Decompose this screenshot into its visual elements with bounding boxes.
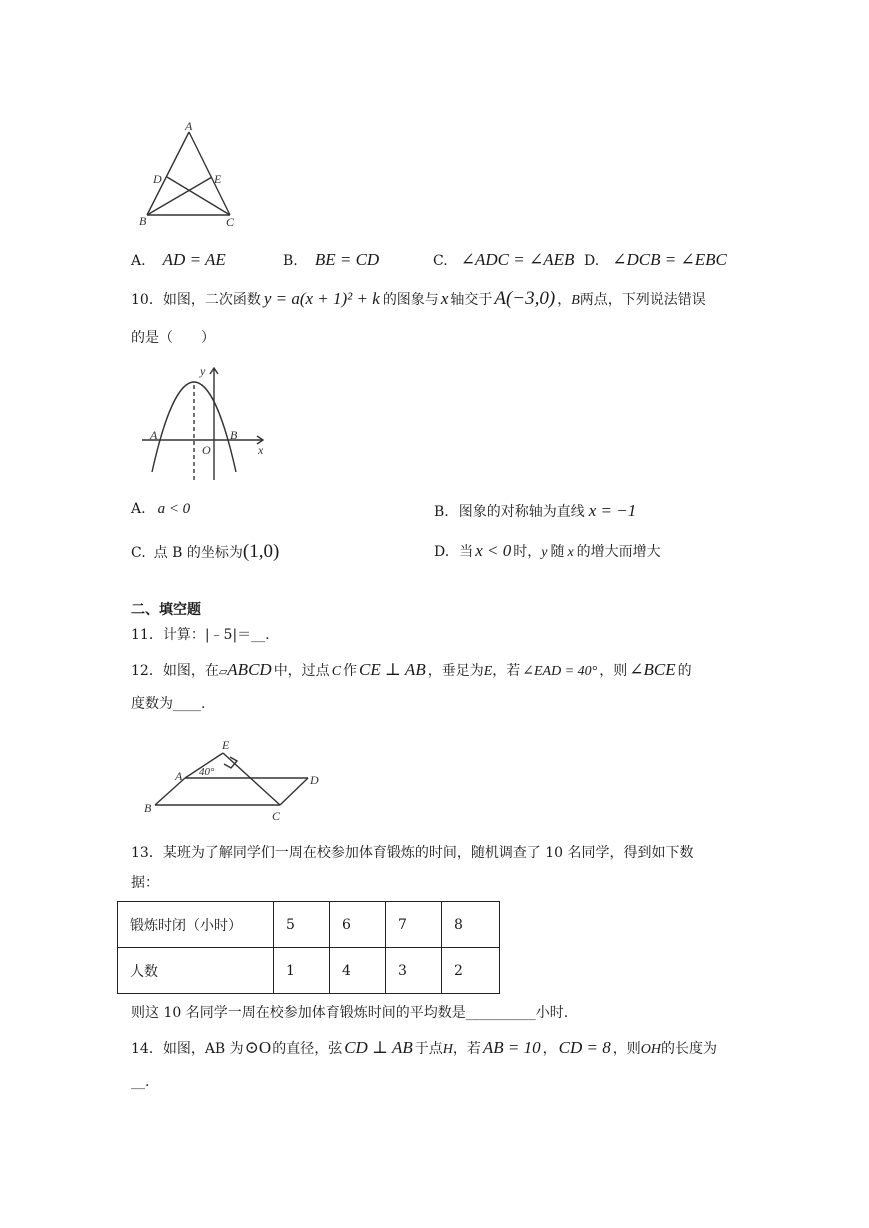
q10-option-b: B. 图象的对称轴为直线 x = −1 xyxy=(434,501,637,520)
q12-line1: 12．如图，在▱ABCD 中，过点 C 作 CE ⊥ AB ，垂足为E，若 ∠EAD = 40° ，则 ∠BCE 的 xyxy=(131,660,692,679)
q14-line2: __. xyxy=(131,1074,150,1090)
q11: 11．计算：|﹣5|＝__. xyxy=(131,627,270,643)
para-label-d: D xyxy=(310,773,319,787)
exercise-table xyxy=(117,901,500,994)
table-row xyxy=(118,902,500,948)
table-cell: 4 xyxy=(330,948,386,994)
label-a: A xyxy=(185,119,193,133)
table-cell: 5 xyxy=(274,902,330,948)
para-angle-label: 40° xyxy=(199,766,215,778)
graph-label-o: O xyxy=(202,443,211,457)
parabola-graph xyxy=(138,360,273,485)
q14-line1: 14．如图，AB 为⊙O的直径，弦 CD ⊥ AB 于点H，若 AB = 10 ， CD = 8 ，则OH的长度为 xyxy=(131,1038,717,1057)
triangle-figure xyxy=(130,118,245,233)
label-b: B xyxy=(139,214,147,228)
q9-option-b: B. BE = CD xyxy=(283,250,380,269)
q10-option-a: A. a < 0 xyxy=(131,501,191,517)
q12-line2: 度数为____. xyxy=(131,696,206,712)
table-cell: 8 xyxy=(442,902,500,948)
q9-option-c: C. ∠ADC = ∠AEB xyxy=(433,250,575,269)
q10-option-c: C. 点 B 的坐标为(1,0) xyxy=(131,541,280,562)
table-cell: 7 xyxy=(386,902,442,948)
table-cell: 人数 xyxy=(118,948,274,994)
q13-line1: 13．某班为了解同学们一周在校参加体育锻炼的时间，随机调查了 10 名同学，得到如下数 xyxy=(131,845,694,861)
label-d: D xyxy=(153,172,162,186)
q13-after: 则这 10 名同学一周在校参加体育锻炼时间的平均数是__________小时. xyxy=(131,1005,569,1021)
label-c: C xyxy=(226,215,235,229)
q9-option-a: A. AD = AE xyxy=(131,250,226,269)
graph-label-b: B xyxy=(230,428,238,442)
q13-line2: 据： xyxy=(131,875,159,891)
para-label-a: A xyxy=(175,769,183,783)
parallelogram-figure xyxy=(135,730,335,825)
para-label-e: E xyxy=(222,738,230,752)
table-cell: 3 xyxy=(386,948,442,994)
para-label-c: C xyxy=(272,809,281,823)
graph-label-x: x xyxy=(258,443,264,457)
para-label-b: B xyxy=(144,801,152,815)
graph-label-a: A xyxy=(150,428,158,442)
table-cell: 6 xyxy=(330,902,386,948)
section-title: 二、填空题 xyxy=(131,602,201,618)
q10-option-d: D. 当 x < 0 时，y 随 x 的增大而增大 xyxy=(434,541,661,560)
table-cell: 2 xyxy=(442,948,500,994)
table-cell: 锻炼时闭（小时） xyxy=(118,902,274,948)
table-cell: 1 xyxy=(274,948,330,994)
q9-option-d: D. ∠DCB = ∠EBC xyxy=(584,250,727,269)
q10-line1: 10．如图，二次函数 y = a(x + 1)² + k 的图象与 x 轴交于 A(−3,0) ，B两点，下列说法错误 xyxy=(131,288,706,309)
q10-line2: 的是（ ） xyxy=(131,330,215,346)
label-e: E xyxy=(214,172,222,186)
table-row xyxy=(118,948,500,994)
graph-label-y: y xyxy=(200,364,206,378)
